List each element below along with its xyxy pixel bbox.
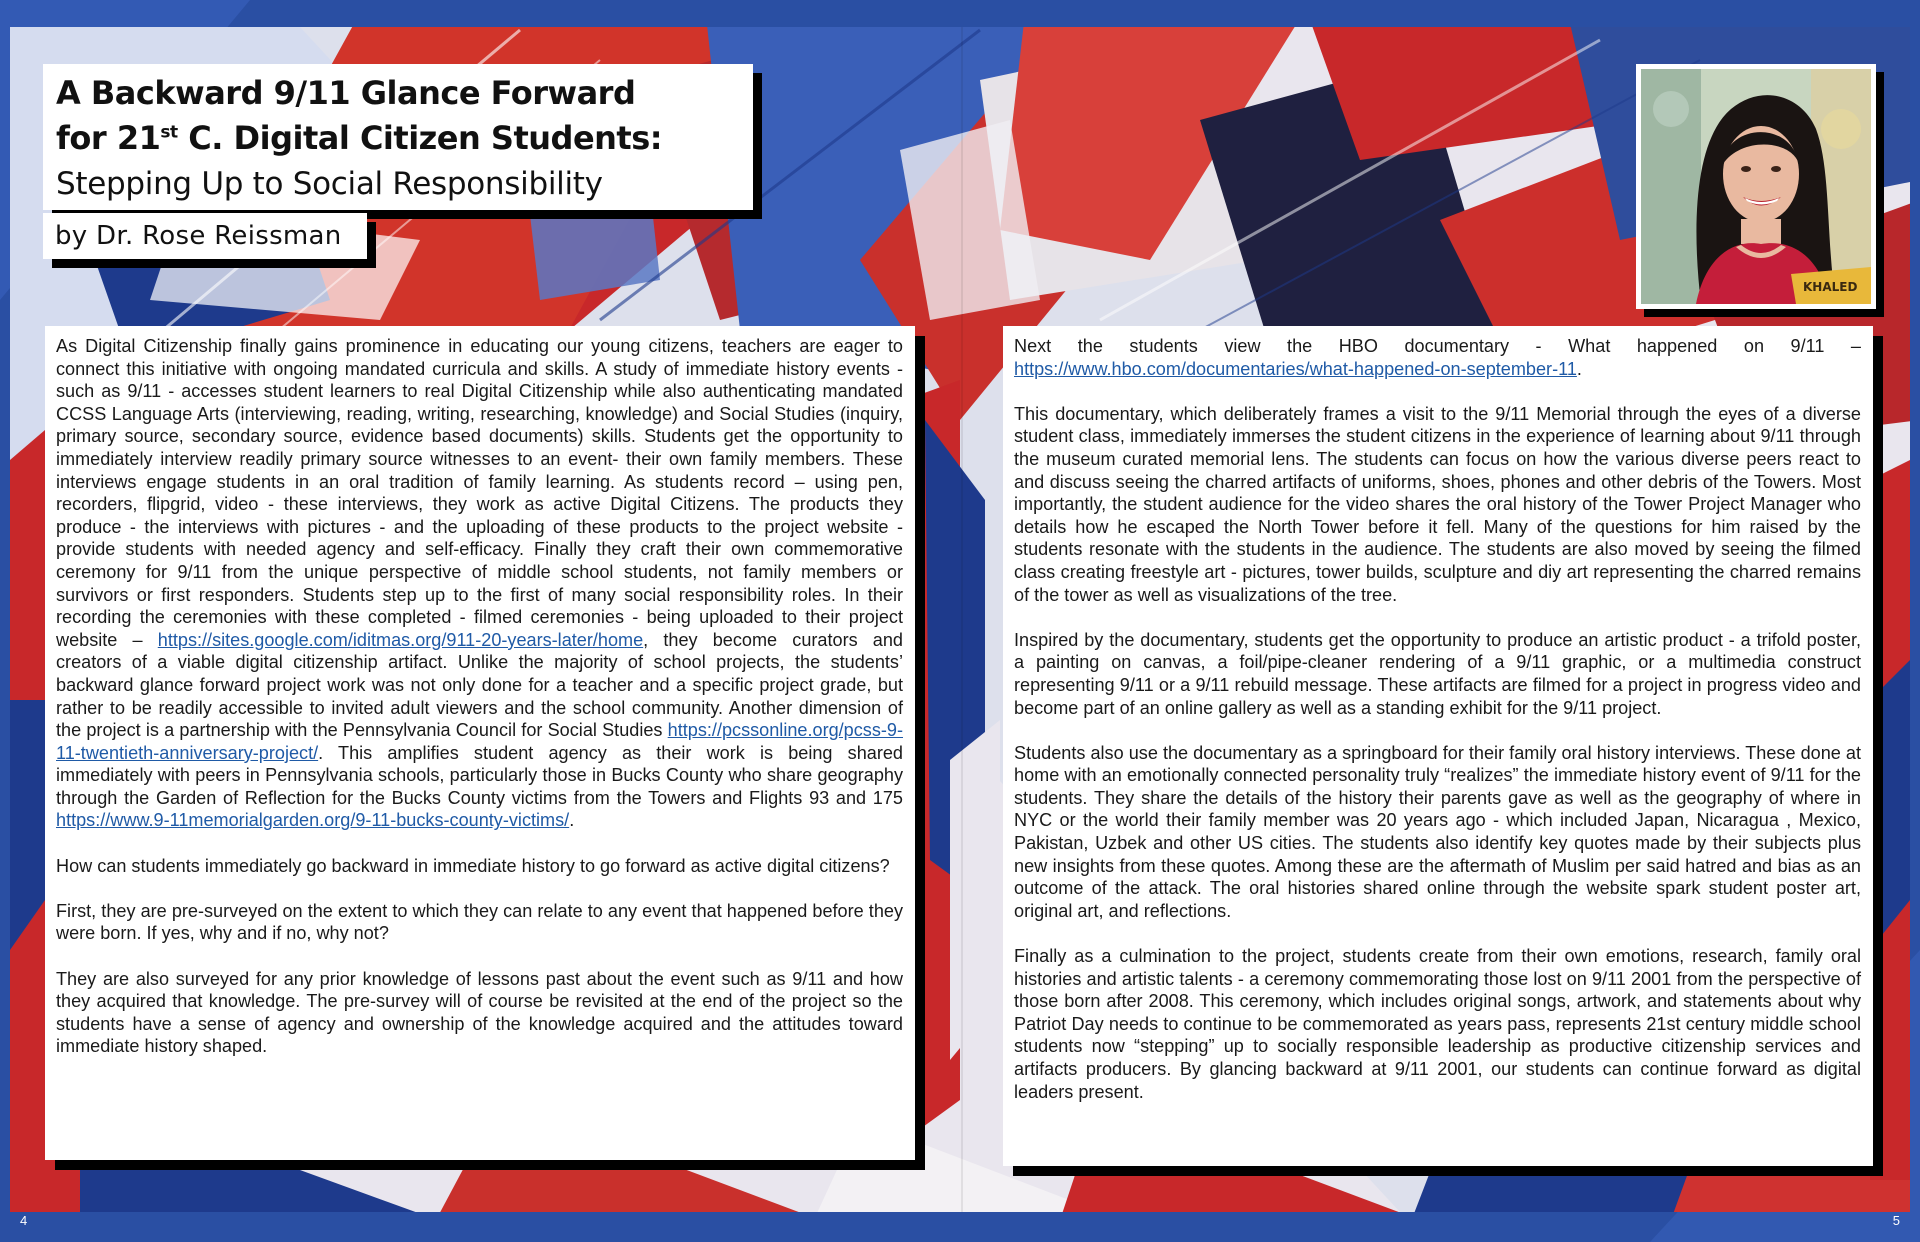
- right-p1-text-a: Next the students view the HBO documentary - What happened on 9/11 –: [1014, 336, 1861, 356]
- title-ordinal-suffix: st: [160, 122, 178, 143]
- left-column-text: [56, 335, 903, 1081]
- article-subtitle: Stepping Up to Social Responsibility: [56, 166, 603, 202]
- left-p1-text-a: As Digital Citizenship finally gains prominence in educating our young citizens, teachers are eager to connect this initiative with ongoing mandated curricula and skills. A study of immediate history events - such as 9/11 - accesses student learners to real Digital Citizenship while also authenticating mandated CCSS Language Arts (interviewing, reading, writing, researching, knowledge) and Social Studies (inquiry, primary source, secondary source, evidence based documents) skills. Students get the opportunity to immediately interview readily primary source witnesses to an event- their own family members. These interviews engage students in an oral tradition of family learning. As students record – using pen, recorders, flipgrid, video - these interviews, they work as active Digital Citizens. The products they produce - the interviews with pictures - and the uploading of these products to the project website - provide students with needed agency and self-efficacy. Finally they craft their own commemorative ceremony for 9/11 from the unique perspective of middle school students, not family members or survivors or first responders. Students step up to the first of many social responsibility roles. In their recording the ceremonies with these completed - filmed ceremonies - being uploaded to their project website –: [56, 336, 903, 650]
- byline-box: [43, 213, 367, 259]
- left-paragraph-2: How can students immediately go backward in immediate history to go forward as active digital citizens?: [56, 855, 890, 876]
- left-p1-text-d: .: [569, 810, 575, 831]
- pcss-anniversary-project-link[interactable]: https://pcssonline.org/pcss-9-11-twentieth-anniversary-project/: [56, 720, 903, 763]
- right-paragraph-5: Finally as a culmination to the project, students create from their own emotions, research, family oral histories and artistic talents - a ceremony commemorating those lost on 9/11 2001 from the perspective of those born after 2008. This ceremony, which includes original songs, artwork, and statements about why Patriot Day needs to continue to be commemorated as years pass, represents 21st century middle school students now “stepping” up to socially responsible leadership as productive citizenship services and artifacts producers. By glancing backward at 9/11 2001, our students can continue forward as digital leaders present.: [1014, 946, 1861, 1102]
- title-box: [43, 64, 753, 210]
- page-number-right: 5: [1892, 1213, 1900, 1228]
- right-p1-text-b: .: [1576, 358, 1582, 379]
- memorial-garden-victims-link[interactable]: https://www.9-11memorialgarden.org/9-11-bucks-county-victims/: [56, 810, 570, 831]
- left-p1-text-b: , they become curators and creators of a viable digital citizenship artifact. Unlike the majority of school projects, the students’ backward glance forward project work was not only done for a teacher and a specific project grade, but rather to be readily accessible to invited adult viewers and the school community. Another dimension of the project is a partnership with the Pennsylvania Council for Social Studies: [56, 629, 903, 741]
- left-paragraph-1: [56, 335, 903, 832]
- right-paragraph-3: Inspired by the documentary, students get the opportunity to produce an artistic product - a trifold poster, a painting on canvas, a foil/pipe-cleaner rendering of a 9/11 graphic, or a multimedia construct representing 9/11 or a 9/11 rebuild message. These artifacts are filmed for a project in progress video and become part of an online gallery as well as a standing exhibit for the 9/11 project.: [1014, 629, 1861, 718]
- right-paragraph-4: Students also use the documentary as a springboard for their family oral history interviews. These done at home with an emotionally connected personality truly “realizes” the immediate history event of 9/11 for the students. They share the details of the history their parents gave as well as the geography of where in NYC or the world their family member was 20 years ago - which included Japan, Nicaragua , Mexico, Pakistan, Uzbek and other US cities. The students also identify key quotes made by their subjects plus new insights from these quotes. Among these are the aftermath of Muslim per said hatred and bias as an outcome of the attack. The oral histories shared online through the website spark student poster art, original art, and reflections.: [1014, 742, 1861, 921]
- right-article-column: [1003, 326, 1873, 1166]
- right-paragraph-2: This documentary, which deliberately frames a visit to the 9/11 Memorial through the eyes of a diverse student class, immediately immerses the student citizens in the experience of learning about 9/11 through the museum curated memorial lens. The students can focus on how the various diverse peers react to and discuss seeing the charred artifacts of uniforms, shoes, phones and other debris of the Towers. Most importantly, the student audience for the video shares the oral history of the Tower Project Manager who details how he escaped the North Tower before it fell. Many of the questions for him raised by the students resonate with the students in the audience. The students are also moved by seeing the filmed class creating freestyle art - pictures, tower builds, sculpture and diy art representing the charred remains of the tower as well as visualizations of the tree.: [1014, 403, 1861, 605]
- author-photo-frame: [1636, 64, 1876, 309]
- author-byline: by Dr. Rose Reissman: [55, 221, 342, 251]
- google-sites-project-link[interactable]: https://sites.google.com/iditmas.org/911-20-years-later/home: [157, 629, 644, 650]
- left-article-column: [45, 326, 915, 1160]
- title-line-2-start: for 21: [56, 119, 161, 157]
- author-portrait-photo: [1641, 69, 1871, 304]
- article-title-line-2: [56, 119, 662, 157]
- left-paragraph-3: First, they are pre-surveyed on the extent to which they can relate to any event that happened before they were born. If yes, why and if no, why not?: [56, 900, 903, 944]
- left-p1-text-c: . This amplifies student agency as their work is being shared immediately with peers in Pennsylvania schools, particularly those in Bucks County who share geography through the Garden of Reflection for the Bucks County victims from the Towers and Flights 93 and 175: [56, 742, 903, 808]
- title-line-2-end: C. Digital Citizen Students:: [177, 119, 663, 157]
- book-cover-text: KHALED: [1803, 280, 1858, 294]
- article-title-line-1: A Backward 9/11 Glance Forward: [56, 74, 636, 112]
- hbo-documentary-link[interactable]: https://www.hbo.com/documentaries/what-happened-on-september-11: [1014, 358, 1577, 379]
- page-number-left: 4: [20, 1213, 28, 1228]
- right-column-text: [1014, 335, 1861, 1126]
- right-paragraph-1: [1014, 335, 1861, 380]
- left-paragraph-4: They are also surveyed for any prior knowledge of lessons past about the event such as 9/11 and how they acquired that knowledge. The pre-survey will of course be revisited at the end of the project so the students have a sense of agency and ownership of the knowledge acquired and the attitudes toward immediate history shaped.: [56, 968, 903, 1057]
